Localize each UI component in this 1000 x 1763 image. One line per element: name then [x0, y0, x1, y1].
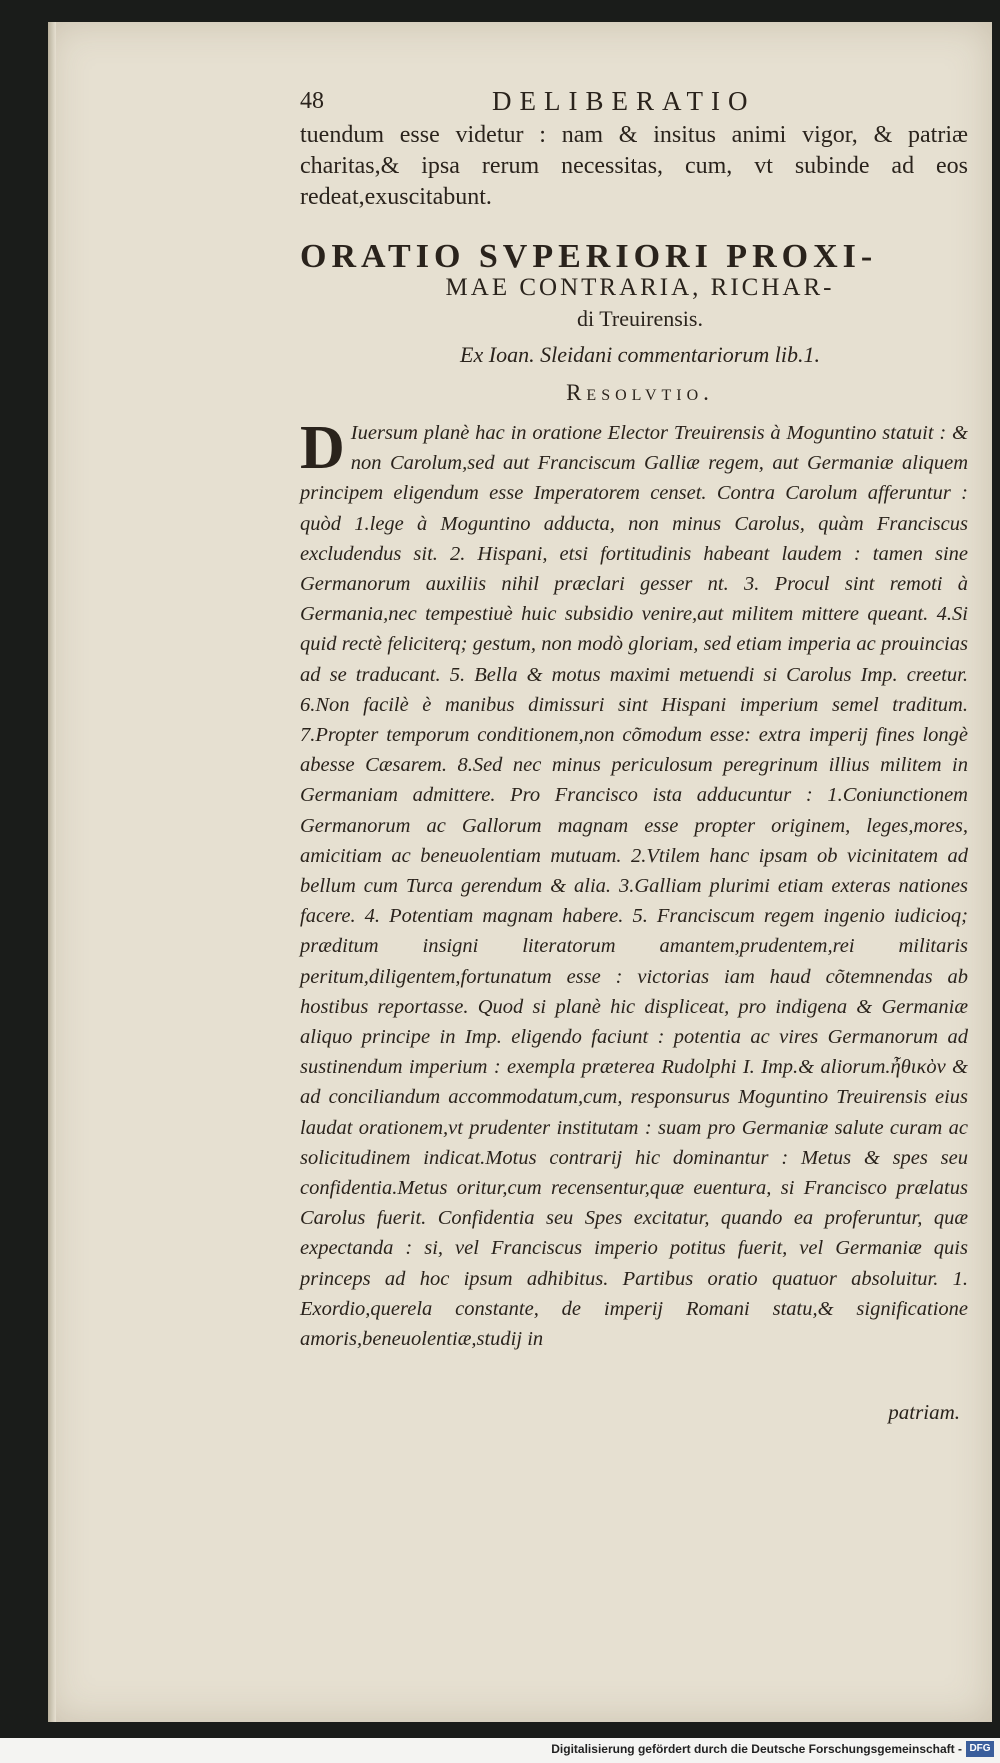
- page-number: 48: [300, 88, 324, 114]
- resolutio-paragraph: [300, 414, 968, 1354]
- page-gutter: [48, 22, 56, 1722]
- running-head: DELIBERATIO: [492, 86, 756, 116]
- digitization-credit: Digitalisierung gefördert durch die Deutsche Forschungsgemeinschaft -: [551, 1742, 962, 1756]
- heading-line-1: ORATIO SVPERIORI PROXI-: [300, 238, 878, 275]
- dfg-logo: DFG: [966, 1741, 994, 1757]
- heading-line-2: MAE CONTRARIA, RICHAR-: [445, 274, 835, 301]
- footer-bar: [0, 1738, 1000, 1763]
- section-heading: Resolvtio.: [566, 380, 714, 405]
- heading-line-3: di Treuirensis.: [577, 306, 703, 331]
- resolutio-text: Iuersum planè hac in oratione Elector Treuirensis à Moguntino statuit : & non Carolum,sed aut Franciscum Galliæ regem, aut Germaniæ aliquem principem eligendum esse Imperatorem censet. Contra Carolum afferuntur : quòd 1.lege à Moguntino adducta, non minus Carolus, quàm Franciscus excludendus sit. 2. Hispani, etsi fortitudinis habeant laudem : tamen sine Germanorum auxiliis nihil præclari gesser nt. 3. Procul sint remoti à Germania,nec tempestiuè huic subsidio venire,aut militem mittere queant. 4.Si quid rectè feliciterq; gestum, non modò gloriam, sed etiam imperia ac prouincias ad se traducant. 5. Bella & motus maximi metuendi si Carolus Imp. creetur. 6.Non facilè è manibus dimissuri sint Hispani imperium semel traditum. 7.Propter temporum conditionem,non cõmodum esse: extra imperij fines longè abesse Cæsarem. 8.Sed nec minus periculosum peregrinum illius militem in Germaniam admittere. Pro Francisco ista adducuntur : 1.Coniunctionem Germanorum ac Gallorum magnam esse propter originem, leges,mores, amicitiam ac beneuolentiam mutuam. 2.Vtilem hanc ipsam ob vicinitatem ad bellum cum Turca gerendum & alia. 3.Galliam plurimi etiam exteras nationes facere. 4. Potentiam magnam habere. 5. Franciscum regem ingenio iudicioq; præditum insigni literatorum amantem,prudentem,rei militaris peritum,diligentem,fortunatum esse : victorias iam haud cõtemnendas ab hostibus reportasse. Quod si planè hic displiceat, pro indigena & Germaniæ aliquo principe in Imp. eligendo faciunt : potentia ac vires Germanorum ad sustinendum imperium : exempla præterea Rudolphi I. Imp.& aliorum.ἦθικὸν & ad conciliandum accommodatum,cum, responsurus Moguntino Treuirensis eius laudat orationem,vt prudenter institutam : suam pro Germaniæ salute curam ac solicitudinem indicat.Motus contrarij hic dominantur : Metus & spes seu confidentia.Metus oritur,cum recensentur,quæ euentura, si Francisco prælatus Carolus fuerit. Confidentia seu Spes excitatur, quando ea proferuntur, quæ expectanda : si, vel Franciscus imperio potitus fuerit, vel Germaniæ quis princeps ad hoc ipsum adhibitus. Partibus oratio quatuor absoluitur. 1. Exordio,querela constante, de imperij Romani statu,& significatione amoris,beneuolentiæ,studij in: [300, 422, 968, 1351]
- source-citation: Ex Ioan. Sleidani commentariorum lib.1.: [460, 342, 820, 367]
- catchword: patriam.: [888, 1400, 960, 1424]
- opening-paragraph: tuendum esse videtur : nam & insitus animi vigor, & patriæ charitas,& ipsa rerum necessitas, cum, vt subinde ad eos redeat,exuscitabunt.: [300, 122, 968, 210]
- drop-cap: D: [300, 414, 345, 482]
